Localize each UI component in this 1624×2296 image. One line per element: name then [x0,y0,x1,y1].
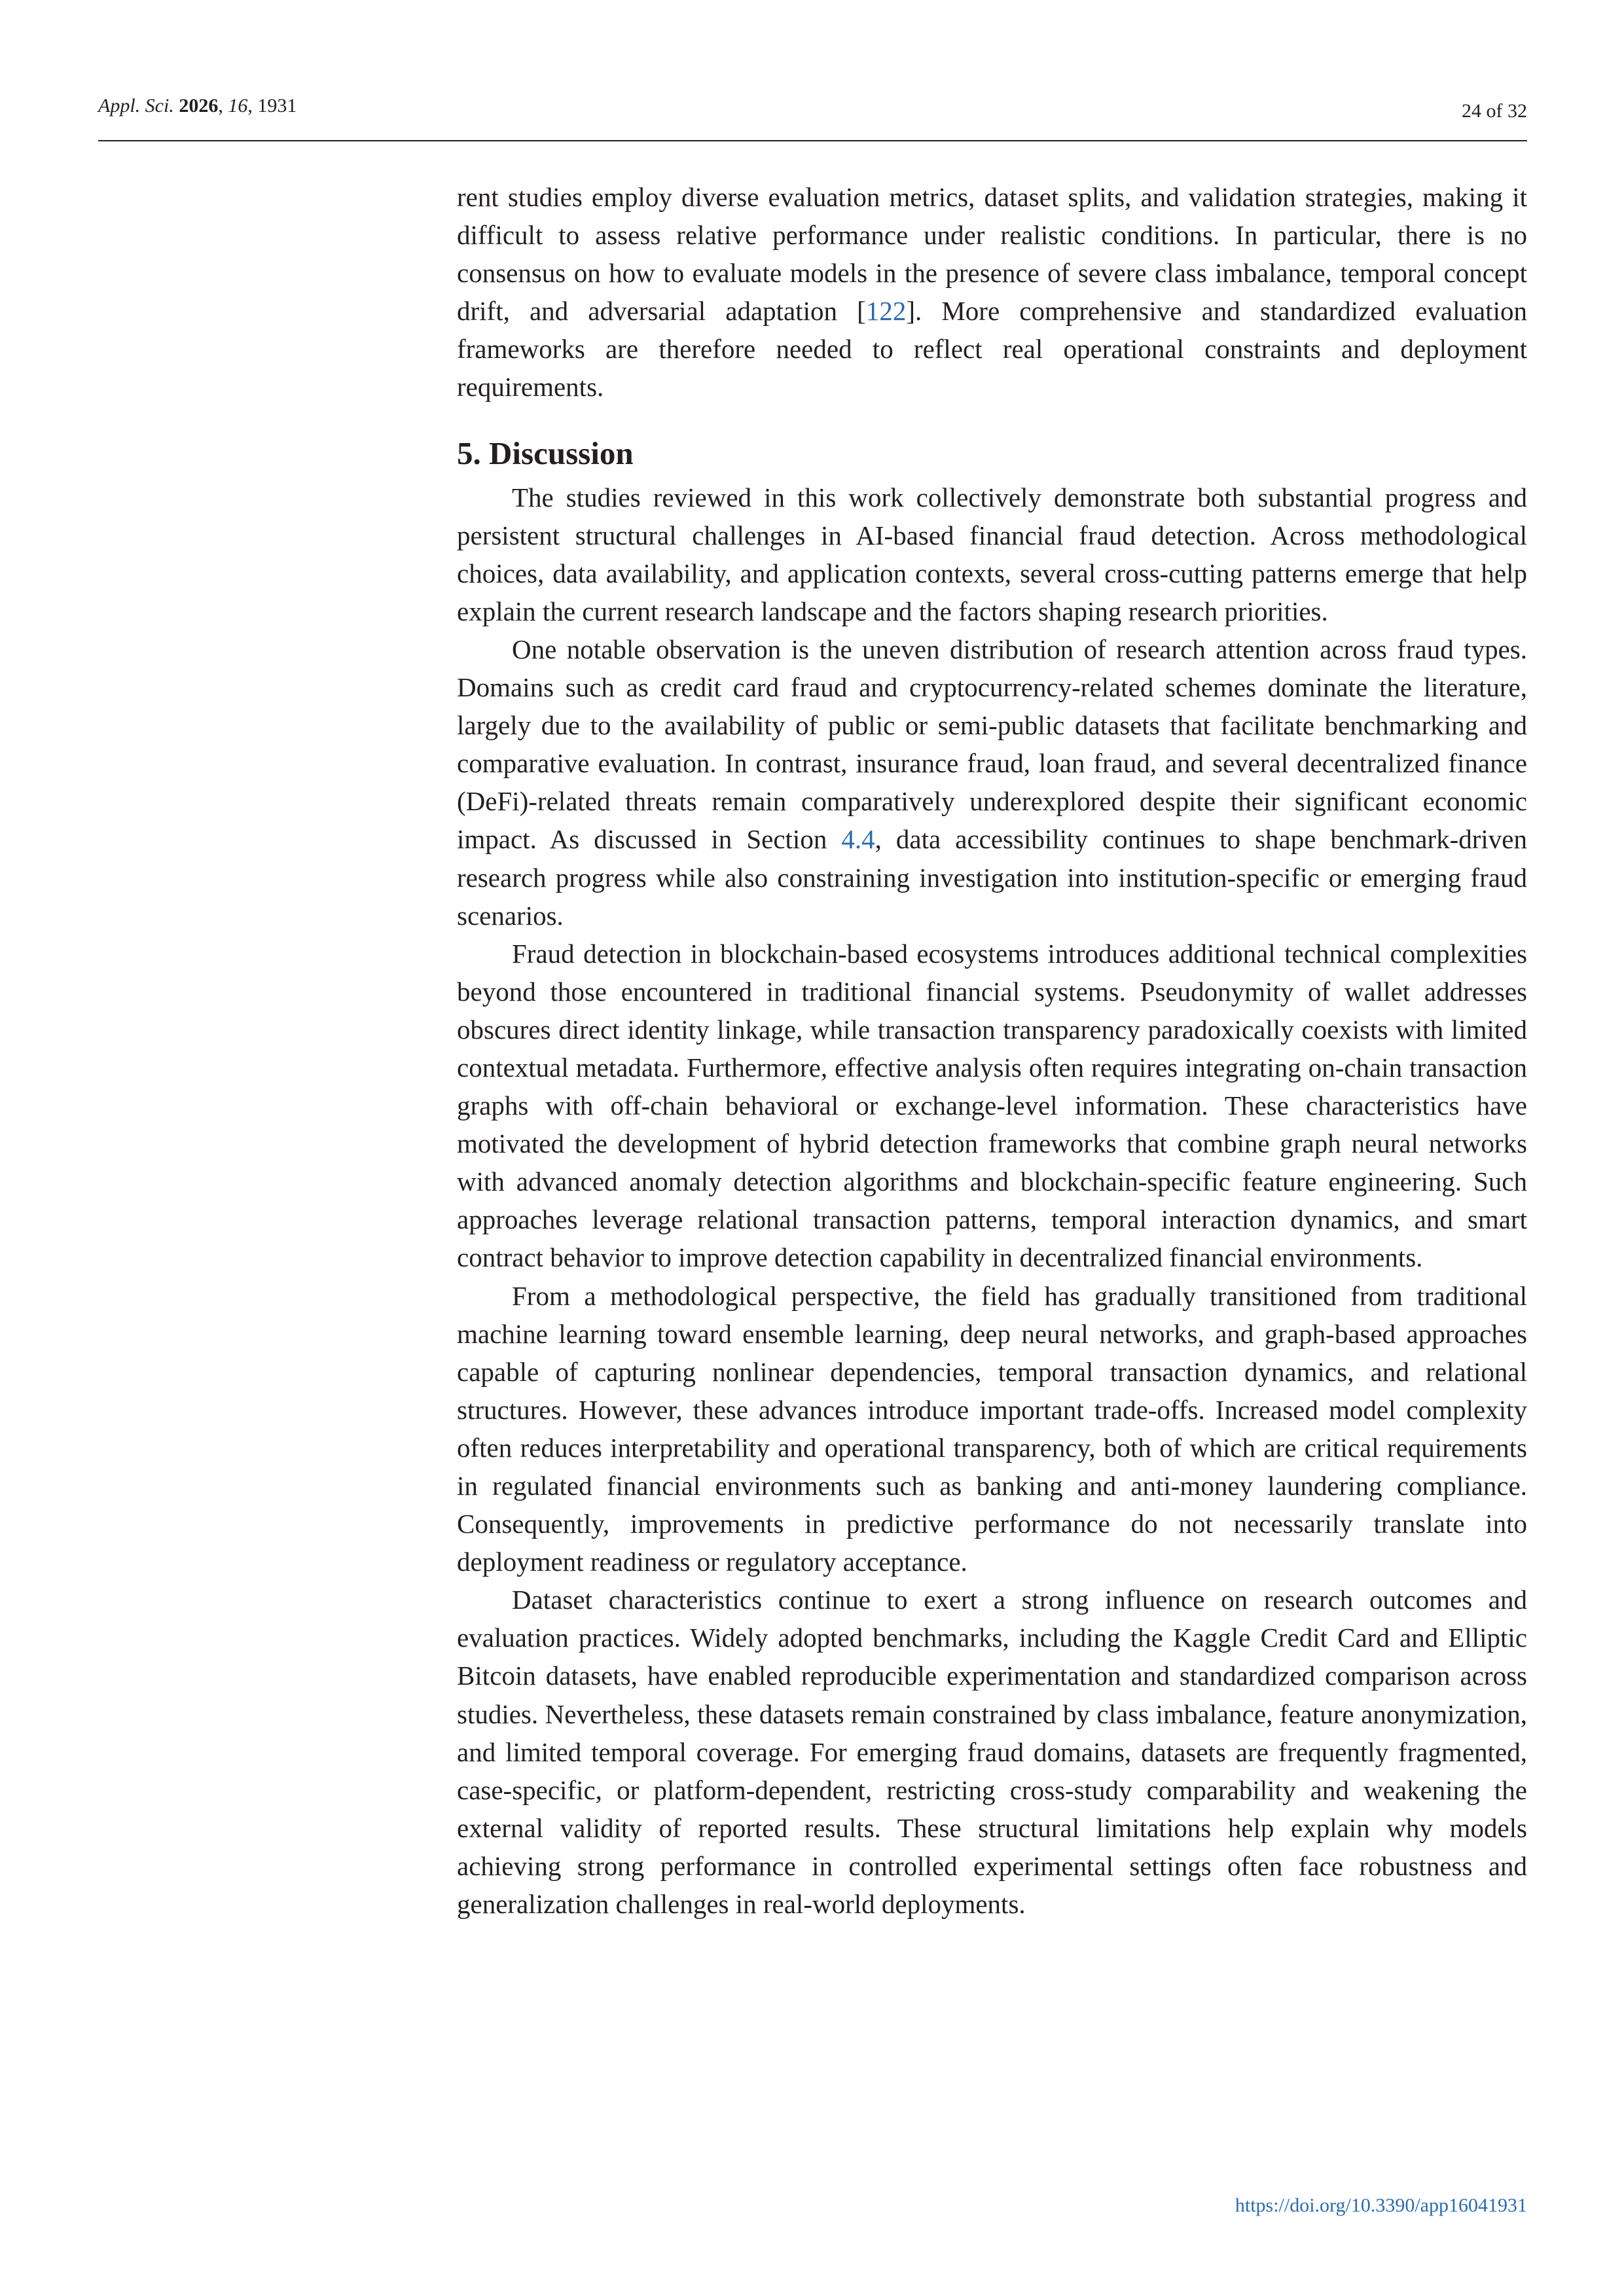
paragraph-text: , data accessibility continues to shape benchmark-driven research progress while also constraining investigation into institution-specific or emerging fraud scenarios. [457,824,1527,931]
article-number: 1931 [257,95,297,117]
article-body [457,178,1527,1923]
paragraph: Dataset characteristics continue to exert a strong influence on research outcomes and evaluation practices. Widely adopted benchmarks, including the Kaggle Credit Card and Elliptic Bitcoin datasets, have enabled reproducible experimentation and standardized comparison across studies. Nevertheless, these datasets remain constrained by class imbalance, feature anonymization, and limited temporal coverage. For emerging fraud domains, datasets are frequently fragmented, case-specific, or platform-dependent, restricting cross-study comparability and weakening the external validity of reported results. These structural limitations help explain why models achieving strong performance in controlled experimental settings often face robustness and generalization challenges in real-world deployments. [457,1585,1527,1920]
continued-paragraph [457,178,1527,406]
paragraph-text: ]. More comprehensive and standardized evaluation frameworks are therefore needed to reflect real operational constraints and deployment requirements. [457,296,1527,403]
doi-link[interactable]: https://doi.org/10.3390/app16041931 [1235,2195,1527,2216]
citation-link[interactable]: 122 [865,296,907,327]
paragraph-text: One notable observation is the uneven distribution of research attention across fraud types. Domains such as credit card fraud and cryptocurrency-related schemes dominate the literature, largely due to the availability of public or semi-public datasets that facilitate benchmarking and comparative evaluation. In contrast, insurance fraud, loan fraud, and several decentralized finance (DeFi)-related threats remain comparatively underexplored despite their significant economic impact. As discussed in Section [457,634,1527,855]
paragraph: The studies reviewed in this work collectively demonstrate both substantial progress and persistent structural challenges in AI-based financial fraud detection. Across methodological choices, data availability, and application contexts, several cross-cutting patterns emerge that help explain the current research landscape and the factors shaping research priorities. [457,482,1527,626]
running-header [98,93,1527,141]
section-link[interactable]: 4.4 [841,824,875,855]
section-heading: 5. Discussion [457,435,634,471]
journal-year: 2026 [179,95,219,117]
journal-citation: Appl. Sci. 2026, 16, 1931 [98,95,297,117]
paragraph-text: rent studies employ diverse evaluation metrics, dataset splits, and validation strategies, making it difficult to assess relative performance under realistic conditions. In particular, there is no consensus on how to evaluate models in the presence of severe class imbalance, temporal concept drift, and adversarial adaptation [ [457,182,1527,327]
paragraph [457,630,1527,935]
journal-volume: 16 [228,95,248,117]
paragraph: From a methodological perspective, the field has gradually transitioned from traditional machine learning toward ensemble learning, deep neural networks, and graph-based approaches capable of capturing nonlinear dependencies, temporal transaction dynamics, and relational structures. However, these advances introduce important trade-offs. Increased model complexity often reduces interpretability and operational transparency, both of which are critical requirements in regulated financial environments such as banking and anti-money laundering compliance. Consequently, improvements in predictive performance do not necessarily translate into deployment readiness or regulatory acceptance. [457,1280,1527,1577]
journal-name: Appl. Sci. [98,95,174,117]
paragraph: Fraud detection in blockchain-based ecosystems introduces additional technical complexities beyond those encountered in traditional financial systems. Pseudonymity of wallet addresses obscures direct identity linkage, while transaction transparency paradoxically coexists with limited contextual metadata. Furthermore, effective analysis often requires integrating on-chain transaction graphs with off-chain behavioral or exchange-level information. These characteristics have motivated the development of hybrid detection frameworks that combine graph neural networks with advanced anomaly detection algorithms and blockchain-specific feature engineering. Such approaches leverage relational transaction patterns, temporal interaction dynamics, and smart contract behavior to improve detection capability in decentralized financial environments. [457,938,1527,1273]
page-number: 24 of 32 [1462,100,1527,122]
